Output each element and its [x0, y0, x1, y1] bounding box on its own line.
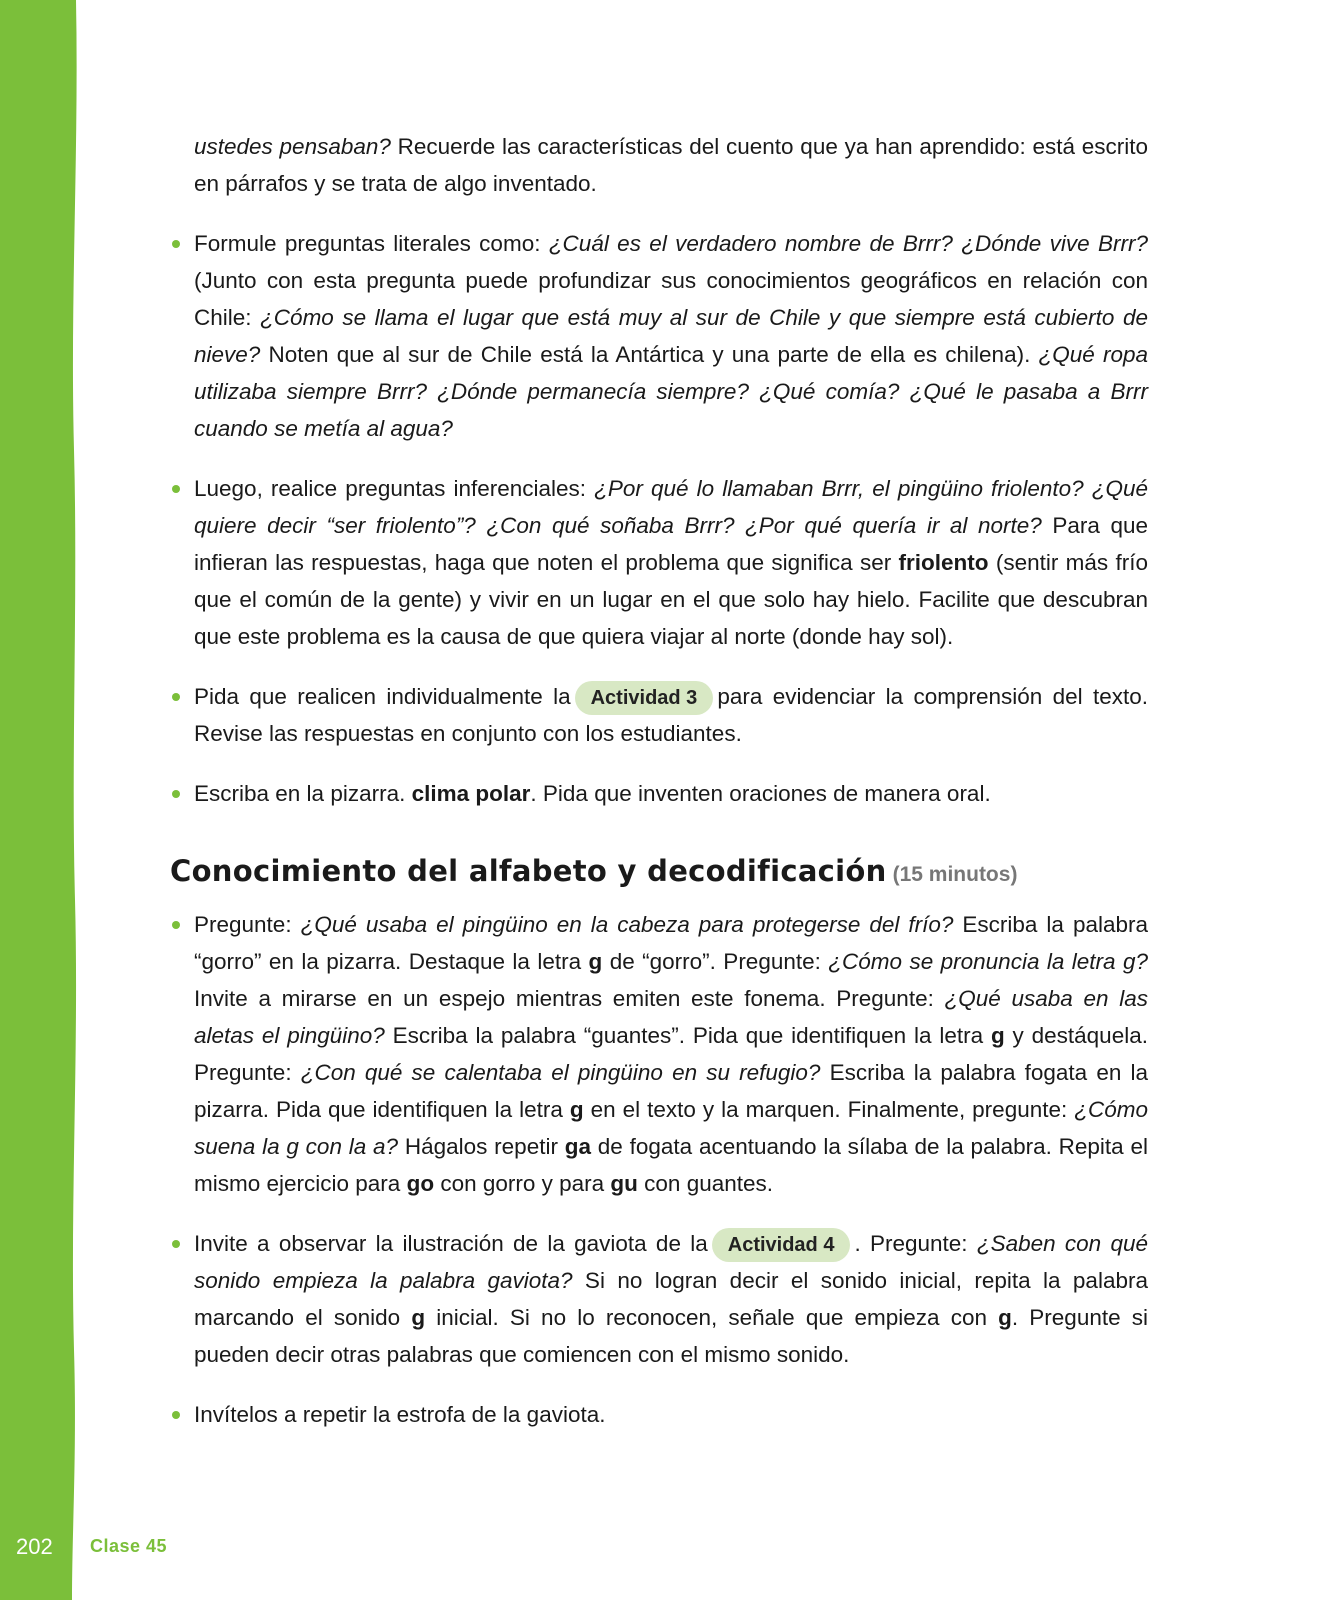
bold-term: friolento: [898, 550, 989, 575]
text-run: Noten que al sur de Chile está la Antártica y una parte de ella es chilena).: [260, 342, 1039, 367]
class-label: Clase 45: [90, 1536, 168, 1556]
bold-term: clima polar: [411, 781, 531, 806]
text-run: . Pregunte:: [854, 1231, 977, 1256]
text-run: . Pida que inventen oraciones de manera oral.: [530, 781, 991, 806]
bold-term: g: [411, 1305, 426, 1330]
list-item-literal-questions: [170, 225, 1148, 447]
page-number: 202: [16, 1534, 53, 1559]
bold-term: go: [406, 1171, 435, 1196]
green-margin-band: [0, 0, 80, 1600]
text-run: de “gorro”. Pregunte:: [602, 949, 829, 974]
text-run: Pida que realicen individualmente la: [194, 684, 571, 709]
text-run: . Pregunte si pueden decir otras palabras que comiencen con el mismo sonido.: [194, 1305, 1149, 1367]
bullet-dot-icon: [172, 693, 180, 701]
text-run: inicial. Si no lo reconocen, señale que empieza con: [425, 1305, 999, 1330]
bold-term: g: [990, 1023, 1005, 1048]
text-run: Invite a mirarse en un espejo mientras emiten este fonema. Pregunte:: [194, 986, 945, 1011]
italic-question: ¿Cómo se llama el lugar que está muy al sur de Chile y que siempre está cubierto de nieve?: [194, 305, 1148, 367]
italic-question: ¿Qué ropa utilizaba siempre Brrr? ¿Dónde permanecía siempre? ¿Qué comía? ¿Qué le pasaba a Brrr cuando se metía al agua?: [194, 342, 1148, 441]
bold-term: gu: [610, 1171, 638, 1196]
text-run: Invítelos a repetir la estrofa de la gaviota.: [194, 1402, 606, 1427]
list-item-activity-4: [170, 1225, 1148, 1373]
intro-italic: ustedes pensaban?: [194, 134, 391, 159]
text-run: de fogata acentuando la sílaba de la palabra. Repita el mismo ejercicio para: [194, 1134, 1148, 1196]
text-run: Si no logran decir el sonido inicial, repita la palabra marcando el sonido: [194, 1268, 1148, 1330]
text-run: Escriba en la pizarra.: [194, 781, 412, 806]
list-item-letter-g: [170, 906, 1148, 1202]
list-item-inferential-questions: [170, 470, 1148, 655]
italic-question: ¿Con qué se calentaba el pingüino en su refugio?: [300, 1060, 821, 1085]
intro-paragraph: [194, 128, 1148, 202]
green-band-shape: [0, 0, 77, 1600]
bullet-dot-icon: [172, 240, 180, 248]
text-run: Escriba la palabra “gorro” en la pizarra. Destaque la letra: [194, 912, 1148, 974]
bold-term: g: [588, 949, 603, 974]
text-run: (sentir más frío que el común de la gente) y vivir en un lugar en el que solo hay hielo. Facilite que descubran que este problema es la causa de que quiera viajar al norte (donde hay sol).: [194, 550, 1148, 649]
text-run: Escriba la palabra “guantes”. Pida que identifiquen la letra: [384, 1023, 991, 1048]
text-run: y destáquela. Pregunte:: [194, 1023, 1148, 1085]
bullet-dot-icon: [172, 1240, 180, 1248]
section-heading-text: Conocimiento del alfabeto y decodificación: [170, 854, 887, 888]
italic-question: ¿Cómo suena la g con la a?: [194, 1097, 1148, 1159]
bullet-dot-icon: [172, 921, 180, 929]
bullet-dot-icon: [172, 485, 180, 493]
text-run: con guantes.: [637, 1171, 774, 1196]
italic-question: ¿Saben con qué sonido empieza la palabra gaviota?: [194, 1231, 1149, 1293]
italic-question: ¿Por qué lo llamaban Brrr, el pingüino friolento? ¿Qué quiere decir “ser friolento”? ¿Con qué soñaba Brrr? ¿Por qué quería ir al norte?: [194, 476, 1148, 538]
italic-question: ¿Cuál es el verdadero nombre de Brrr? ¿Dónde vive Brrr?: [548, 231, 1148, 256]
activity-3-badge: Actividad 3: [575, 681, 714, 715]
text-run: Luego, realice preguntas inferenciales:: [194, 476, 595, 501]
section-heading: [170, 854, 1148, 888]
text-run: Formule preguntas literales como:: [194, 231, 549, 256]
bullet-dot-icon: [172, 790, 180, 798]
italic-question: ¿Qué usaba en las aletas el pingüino?: [194, 986, 1148, 1048]
text-run: en el texto y la marquen. Finalmente, pregunte:: [583, 1097, 1075, 1122]
bold-term: g: [998, 1305, 1012, 1330]
text-run: Pregunte:: [194, 912, 301, 937]
text-run: Para que infieran las respuestas, haga que noten el problema que significa ser: [194, 513, 1149, 575]
text-run: para evidenciar la comprensión del texto. Revise las respuestas en conjunto con los estudiantes.: [194, 684, 1149, 746]
text-run: Hágalos repetir: [398, 1134, 565, 1159]
list-item-activity-3: [170, 678, 1148, 752]
page-content: [170, 128, 1148, 1456]
text-run: (Junto con esta pregunta puede profundizar sus conocimientos geográficos en relación con Chile:: [194, 268, 1148, 330]
text-run: Invite a observar la ilustración de la gaviota de la: [194, 1231, 708, 1256]
bold-term: g: [569, 1097, 584, 1122]
italic-question: ¿Cómo se pronuncia la letra g?: [828, 949, 1148, 974]
text-run: Escriba la palabra fogata en la pizarra. Pida que identifiquen la letra: [194, 1060, 1148, 1122]
bold-term: ga: [564, 1134, 592, 1159]
section-duration: (15 minutos): [892, 863, 1018, 886]
activity-4-badge: Actividad 4: [712, 1228, 851, 1262]
bullet-dot-icon: [172, 1411, 180, 1419]
list-item-polar-climate: [170, 775, 1148, 812]
italic-question: ¿Qué usaba el pingüino en la cabeza para protegerse del frío?: [300, 912, 954, 937]
intro-text: Recuerde las características del cuento que ya han aprendido: está escrito en párrafos y se trata de algo inventado.: [194, 134, 1148, 196]
text-run: con gorro y para: [434, 1171, 611, 1196]
list-item-repeat-stanza: [170, 1396, 1148, 1433]
